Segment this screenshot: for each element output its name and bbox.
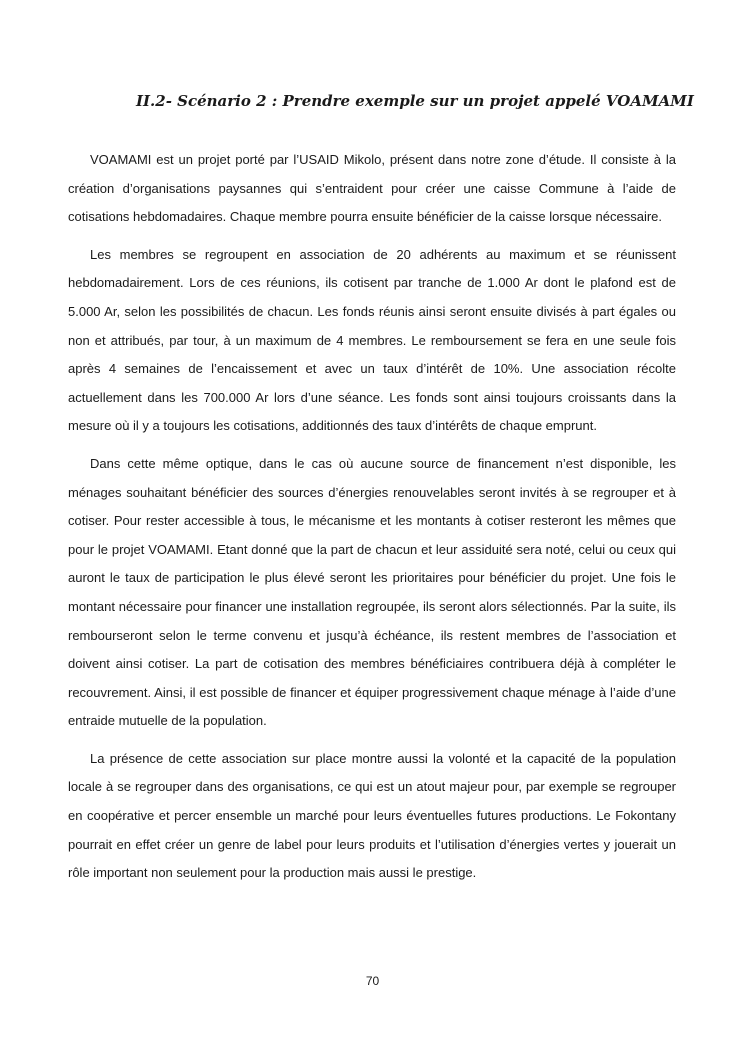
paragraph: Dans cette même optique, dans le cas où aucune source de financement n’est disponible, les ménages souhaitant bénéficier des sources d’énergies renouvelables seront invités à se regrouper et à cotiser. Pour rester accessible à tous, le mécanisme et les montants à cotiser resteront les mêmes que pour le projet VOAMAMI. Etant donné que la part de chacun et leur assiduité sera noté, celui ou ceux qui auront le taux de participation le plus élevé seront les prioritaires pour bénéficier du projet. Une fois le montant nécessaire pour financer une installation regroupée, ils seront alors sélectionnés. Par la suite, ils rembourseront selon le terme convenu et jusqu’à échéance, ils restent membres de l’association et doivent ainsi cotiser. La part de cotisation des membres bénéficiaires contribuera déjà à compléter le recouvrement. Ainsi, il est possible de financer et équiper progressivement chaque ménage à l’aide d’une entraide mutuelle de la population. [68, 455, 676, 729]
section-heading: II.2- Scénario 2 : Prendre exemple sur un projet appelé VOAMAMI [136, 92, 694, 110]
paragraph: La présence de cette association sur place montre aussi la volonté et la capacité de la population locale à se regrouper dans des organisations, ce qui est un atout majeur pour, par exemple se regrouper en coopérative et percer ensemble un marché pour leurs éventuelles futures productions. Le Fokontany pourrait en effet créer un genre de label pour leurs produits et l’utilisation d’énergies vertes y jouerait un rôle important non seulement pour la production mais aussi le prestige. [68, 750, 676, 881]
body-text [68, 146, 676, 888]
paragraph: Les membres se regroupent en association de 20 adhérents au maximum et se réunissent hebdomadairement. Lors de ces réunions, ils cotisent par tranche de 1.000 Ar dont le plafond est de 5.000 Ar, selon les possibilités de chacun. Les fonds réunis ainsi seront ensuite divisés à part égales ou non et attribués, par tour, à un maximum de 4 membres. Le remboursement se fera en une seule fois après 4 semaines de l’encaissement et avec un taux d’intérêt de 10%. Une association récolte actuellement dans les 700.000 Ar lors d’une séance. Les fonds sont ainsi toujours croissants dans la mesure où il y a toujours les cotisations, additionnés des taux d’intérêts de chaque emprunt. [68, 246, 676, 434]
page-number: 70 [365, 974, 380, 988]
paragraph: VOAMAMI est un projet porté par l’USAID Mikolo, présent dans notre zone d’étude. Il consiste à la création d’organisations paysannes qui s’entraident pour créer une caisse Commune à l’aide de cotisations hebdomadaires. Chaque membre pourra ensuite bénéficier de la caisse lorsque nécessaire. [68, 152, 676, 225]
